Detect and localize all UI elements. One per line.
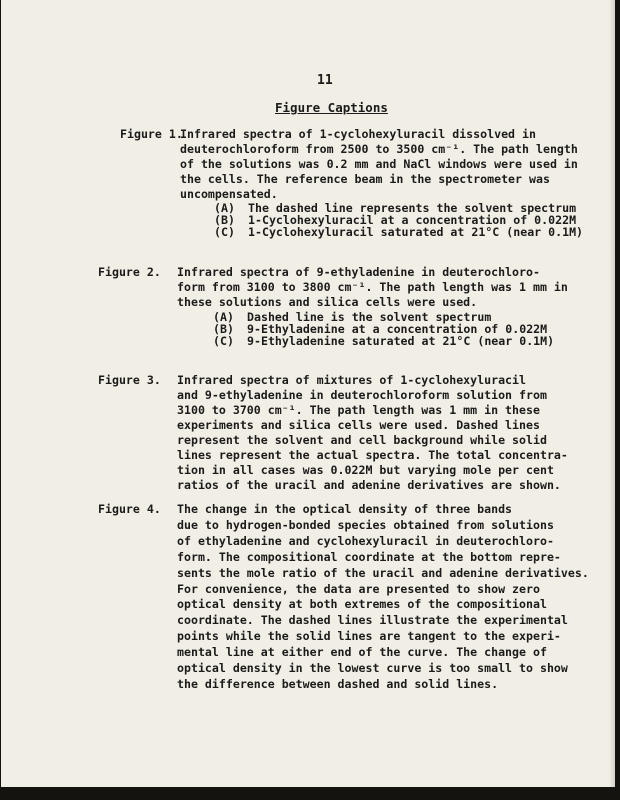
caption-line: 3100 to 3700 cm⁻¹. The path length was 1 mm in these [177,403,540,417]
caption-line: optical density in the lowest curve is too small to show [177,661,568,676]
caption-line: of the solutions was 0.2 mm and NaCl windows were used in [180,157,578,171]
figure-label: Figure 4. [98,502,161,516]
figure-label: Figure 3. [98,373,161,387]
caption-line: ratios of the uracil and adenine derivatives are shown. [177,478,561,492]
caption-item-list [214,202,583,238]
caption-line: represent the solvent and cell background while solid [177,433,547,447]
caption-line: and 9-ethyladenine in deuterochloroform solution from [177,388,547,402]
caption-line: uncompensated. [180,187,278,201]
caption-line: mental line at either end of the curve. The change of [177,645,547,660]
document-page [1,0,615,787]
item-key: (C) [214,225,235,239]
caption-line: form from 3100 to 3800 cm⁻¹. The path length was 1 mm in [177,280,568,294]
item-text: 9-Ethyladenine at a concentration of 0.022M [247,322,548,336]
caption-line: points while the solid lines are tangent to the experi- [177,629,561,644]
caption-line: due to hydrogen-bonded species obtained from solutions [177,517,554,532]
figure-label: Figure 1. [120,127,183,141]
caption-line: Infrared spectra of mixtures of 1-cyclohexyluracil [177,373,527,387]
item-key: (B) [213,322,234,336]
caption-body [177,265,568,348]
page-heading: Figure Captions [275,100,388,115]
item-text: The dashed line represents the solvent spectrum [248,201,577,215]
caption-line: sents the mole ratio of the uracil and adenine derivatives. [177,565,589,580]
item-text: 9-Ethyladenine saturated at 21°C (near 0.1M) [247,334,555,348]
caption-item [214,226,583,238]
caption-line: For convenience, the data are presented to show zero [177,581,540,596]
caption-item [213,335,554,347]
caption-line: of ethyladenine and cyclohexyluracil in deuterochloro- [177,533,554,548]
caption-line: optical density at both extremes of the compositional [177,597,547,612]
caption-line: form. The compositional coordinate at the bottom repre- [177,549,561,564]
caption-line: deuterochloroform from 2500 to 3500 cm⁻¹. The path length [180,142,578,156]
item-text: 1-Cyclohexyluracil at a concentration of 0.022M [248,213,577,227]
caption-line: the cells. The reference beam in the spectrometer was [180,172,550,186]
caption-item-list [213,311,554,347]
caption-line: The change in the optical density of three bands [177,502,513,516]
item-key: (C) [213,334,234,348]
caption-line: the difference between dashed and solid lines. [177,676,499,691]
figure-label: Figure 2. [98,265,161,279]
caption-body [177,502,589,693]
page-number: 11 [317,73,333,88]
caption-line: these solutions and silica cells were used. [177,295,478,309]
item-key: (B) [214,213,235,227]
item-text: 1-Cyclohexyluracil saturated at 21°C (near 0.1M) [248,225,584,239]
item-key: (A) [213,310,234,324]
item-key: (A) [214,201,235,215]
caption-line: lines represent the actual spectra. The total concentra- [177,448,568,462]
caption-body [180,127,584,239]
caption-line: Infrared spectra of 1-cyclohexyluracil dissolved in [180,127,536,141]
caption-line: Infrared spectra of 9-ethyladenine in deuterochloro- [177,265,540,279]
caption-line: coordinate. The dashed lines illustrate the experimental [177,613,568,628]
caption-line: experiments and silica cells were used. Dashed lines [177,418,540,432]
caption-line: tion in all cases was 0.022M but varying mole per cent [177,463,554,477]
item-text: Dashed line is the solvent spectrum [247,310,492,324]
page-edge-shadow [609,0,615,787]
caption-body [177,373,568,493]
